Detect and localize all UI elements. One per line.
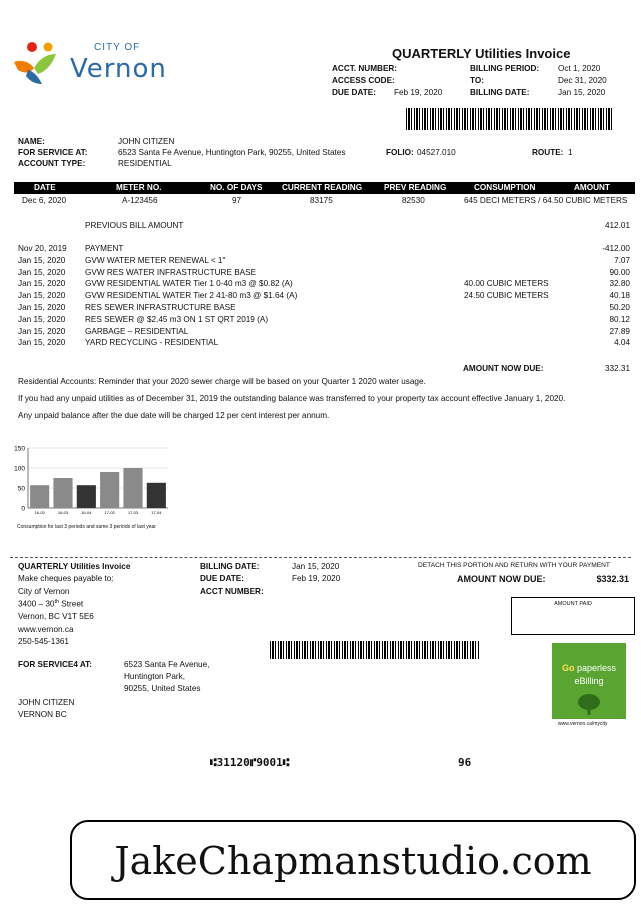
billing-date-label: BILLING DATE: bbox=[470, 88, 530, 97]
chart-bar bbox=[100, 472, 119, 508]
charge-desc: GARBAGE – RESIDENTIAL bbox=[85, 326, 189, 336]
stub-service-label: FOR SERVICE4 AT: bbox=[18, 660, 93, 669]
ebilling-headline bbox=[552, 663, 626, 673]
payee-web: www.vernon.ca bbox=[18, 625, 74, 634]
ebilling-line1: paperless bbox=[574, 663, 617, 673]
charge-consumption: 40.00 CUBIC METERS bbox=[464, 279, 549, 289]
col-meter: METER NO. bbox=[116, 183, 162, 192]
stub-service-line3: 90255, United States bbox=[124, 684, 201, 693]
previous-bill-row bbox=[18, 221, 630, 233]
charge-desc: PAYMENT bbox=[85, 244, 124, 253]
city-logo bbox=[12, 40, 187, 90]
charge-row bbox=[18, 303, 630, 315]
charge-desc: GVW RES WATER INFRASTRUCTURE BASE bbox=[85, 267, 257, 277]
route-label: ROUTE: bbox=[532, 148, 564, 157]
stub-service-line2: Huntington Park, bbox=[124, 672, 185, 681]
meter-consumption: 645 DECI METERS / 64.50 CUBIC METERS bbox=[464, 196, 628, 205]
stub-amount-due-label: AMOUNT NOW DUE: bbox=[457, 574, 546, 584]
stub-customer-city: VERNON BC bbox=[18, 710, 67, 719]
stub-barcode bbox=[270, 641, 480, 659]
payee-street-number: 3400 – 30 bbox=[18, 599, 55, 609]
charge-amount: 50.20 bbox=[609, 303, 630, 312]
charge-amount: 90.00 bbox=[609, 267, 630, 277]
charge-date: Jan 15, 2020 bbox=[18, 279, 66, 289]
charge-amount: 27.89 bbox=[609, 326, 630, 336]
charge-date: Jan 15, 2020 bbox=[18, 291, 66, 301]
charge-row bbox=[18, 256, 630, 268]
route-value: 1 bbox=[568, 148, 573, 157]
charge-date: Jan 15, 2020 bbox=[18, 255, 66, 265]
logo-city-text: CITY OF bbox=[94, 42, 141, 53]
charge-row bbox=[18, 244, 630, 256]
watermark-box bbox=[70, 820, 636, 900]
account-type-value: RESIDENTIAL bbox=[118, 159, 172, 168]
ebilling-url: www.vernon.ca/mycity bbox=[558, 721, 608, 727]
chart-y-tick: 150 bbox=[14, 445, 25, 453]
charge-date: Jan 15, 2020 bbox=[18, 267, 66, 277]
chart-y-tick: 50 bbox=[17, 485, 25, 493]
chart-x-tick: 17-03 bbox=[127, 510, 139, 515]
notice-interest: Any unpaid balance after the due date will be charged 12 per cent interest per annum. bbox=[18, 411, 330, 420]
chart-caption: Consumption for last 3 periods and same 3 periods of last year bbox=[17, 524, 156, 530]
payee-street bbox=[18, 599, 83, 609]
chart-x-tick: 16-04 bbox=[81, 510, 92, 515]
notice-sewer: Residential Accounts: Reminder that your 2020 sewer charge will be based on your Quarter 1 2020 water usage. bbox=[18, 377, 426, 386]
col-date: DATE bbox=[34, 183, 56, 192]
previous-bill-amount: 412.01 bbox=[604, 221, 630, 230]
chart-x-tick: 17-02 bbox=[104, 510, 115, 515]
charge-desc: GVW RESIDENTIAL WATER Tier 1 0-40 m3 @ $0.82 (A) bbox=[85, 279, 293, 289]
billing-date-value: Jan 15, 2020 bbox=[558, 88, 606, 97]
notice-unpaid: If you had any unpaid utilities as of December 31, 2019 the outstanding balance was transferred to your property tax account effective January 1, 2020. bbox=[18, 394, 566, 403]
customer-name: JOHN CITIZEN bbox=[118, 137, 175, 146]
ebilling-badge[interactable] bbox=[552, 643, 626, 719]
logo-figure-icon bbox=[12, 40, 64, 86]
meter-days: 97 bbox=[232, 196, 242, 205]
detach-text: DETACH THIS PORTION AND RETURN WITH YOUR PAYMENT bbox=[418, 562, 610, 569]
stub-service-line1: 6523 Santa Fe Avenue, bbox=[124, 660, 210, 669]
stub-due-date-label: DUE DATE: bbox=[200, 574, 244, 583]
meter-date: Dec 6, 2020 bbox=[22, 196, 67, 205]
service-at-label: FOR SERVICE AT: bbox=[18, 148, 88, 157]
chart-y-tick: 0 bbox=[21, 505, 25, 513]
name-label: NAME: bbox=[18, 137, 45, 146]
chart-bar bbox=[123, 468, 142, 508]
amount-paid-label: AMOUNT PAID bbox=[554, 601, 592, 607]
charge-amount: 80.12 bbox=[609, 314, 630, 324]
charge-row bbox=[18, 338, 630, 350]
meter-row bbox=[18, 196, 630, 208]
meter-table-header-labels bbox=[18, 183, 630, 195]
charge-row bbox=[18, 315, 630, 327]
amount-paid-box[interactable] bbox=[511, 597, 635, 635]
detach-line bbox=[10, 557, 631, 558]
folio-label: FOLIO: bbox=[386, 148, 414, 157]
charge-amount: 40.18 bbox=[609, 291, 630, 301]
charge-row bbox=[18, 291, 630, 303]
col-current: CURRENT READING bbox=[282, 183, 363, 192]
payable-label: Make cheques payable to: bbox=[18, 574, 114, 583]
micr-line: ⑆31120⑈9001⑆ bbox=[210, 756, 290, 769]
charge-row bbox=[18, 268, 630, 280]
stub-due-date: Feb 19, 2020 bbox=[292, 574, 341, 583]
amount-now-due-value: 332.31 bbox=[604, 364, 630, 373]
charge-desc: GVW RESIDENTIAL WATER Tier 2 41-80 m3 @ $1.64 (A) bbox=[85, 291, 298, 301]
charge-consumption: 24.50 CUBIC METERS bbox=[464, 291, 549, 301]
chart-x-tick: 17-04 bbox=[151, 510, 162, 515]
col-days: NO. OF DAYS bbox=[210, 183, 263, 192]
stub-acct-label: ACCT NUMBER: bbox=[200, 587, 264, 596]
access-code-label: ACCESS CODE: bbox=[332, 76, 395, 85]
to-label: TO: bbox=[470, 76, 484, 85]
previous-bill-label: PREVIOUS BILL AMOUNT bbox=[85, 221, 184, 230]
account-type-label: ACCOUNT TYPE: bbox=[18, 159, 86, 168]
charge-desc: YARD RECYCLING - RESIDENTIAL bbox=[85, 338, 219, 348]
payee-name: City of Vernon bbox=[18, 587, 70, 596]
charge-date: Jan 15, 2020 bbox=[18, 314, 66, 324]
consumption-chart bbox=[10, 440, 190, 520]
micr-number: 96 bbox=[458, 756, 472, 769]
charge-desc: RES SEWER INFRASTRUCTURE BASE bbox=[85, 303, 236, 312]
payee-street-name: Street bbox=[59, 599, 84, 609]
stub-amount-due: $332.31 bbox=[596, 574, 629, 584]
payee-phone: 250-545-1361 bbox=[18, 637, 69, 646]
stub-customer-name: JOHN CITIZEN bbox=[18, 698, 75, 707]
chart-bar bbox=[147, 483, 166, 508]
due-date-value: Feb 19, 2020 bbox=[394, 88, 443, 97]
chart-bar bbox=[30, 485, 49, 508]
billing-period-from: Oct 1, 2020 bbox=[558, 64, 601, 73]
stub-billing-date-label: BILLING DATE: bbox=[200, 562, 260, 571]
meter-number: A-123456 bbox=[122, 196, 158, 205]
charge-amount: 32.80 bbox=[609, 279, 630, 289]
ebilling-line2: eBilling bbox=[574, 676, 604, 686]
folio-value: 04527.010 bbox=[417, 148, 456, 157]
col-prev: PREV READING bbox=[384, 183, 447, 192]
col-consumption: CONSUMPTION bbox=[474, 183, 536, 192]
charge-amount: 4.04 bbox=[614, 338, 630, 348]
stub-title: QUARTERLY Utilities Invoice bbox=[18, 562, 131, 571]
tree-icon bbox=[576, 693, 602, 715]
charge-date: Jan 15, 2020 bbox=[18, 338, 66, 348]
stub-billing-date: Jan 15, 2020 bbox=[292, 562, 340, 571]
logo-vernon-text: Vernon bbox=[70, 54, 167, 84]
chart-bar bbox=[77, 485, 96, 508]
billing-period-to: Dec 31, 2020 bbox=[558, 76, 607, 85]
col-amount: AMOUNT bbox=[574, 183, 610, 192]
chart-x-tick: 16-02 bbox=[34, 510, 45, 515]
payee-city: Vernon, BC V1T 5E6 bbox=[18, 612, 94, 621]
chart-bar bbox=[53, 478, 72, 508]
amount-now-due-label: AMOUNT NOW DUE: bbox=[463, 364, 544, 373]
charge-desc: GVW WATER METER RENEWAL < 1" bbox=[85, 255, 226, 265]
service-address: 6523 Santa Fe Avenue, Huntington Park, 90255, United States bbox=[118, 148, 346, 157]
due-date-label: DUE DATE: bbox=[332, 88, 376, 97]
ebilling-go: Go bbox=[561, 663, 575, 673]
charge-row bbox=[18, 279, 630, 291]
charge-date: Jan 15, 2020 bbox=[18, 303, 66, 312]
meter-prev: 82530 bbox=[402, 196, 425, 205]
charge-desc: RES SEWER @ $2.45 m3 ON 1 ST QRT 2019 (A) bbox=[85, 314, 269, 324]
meter-current: 83175 bbox=[310, 196, 333, 205]
header-barcode bbox=[406, 108, 614, 130]
payee-street-suffix: th bbox=[54, 599, 60, 605]
charge-amount: -412.00 bbox=[602, 244, 630, 253]
invoice-title: QUARTERLY Utilities Invoice bbox=[392, 46, 571, 61]
watermark-text: JakeChapmanstudio.com bbox=[114, 839, 592, 883]
charge-date: Nov 20, 2019 bbox=[18, 244, 67, 253]
chart-y-tick: 100 bbox=[14, 465, 25, 473]
charge-row bbox=[18, 327, 630, 339]
charge-amount: 7.07 bbox=[614, 255, 630, 265]
billing-period-label: BILLING PERIOD: bbox=[470, 64, 540, 73]
charge-date: Jan 15, 2020 bbox=[18, 326, 66, 336]
chart-x-tick: 16-03 bbox=[57, 510, 69, 515]
acct-number-label: ACCT. NUMBER: bbox=[332, 64, 398, 73]
